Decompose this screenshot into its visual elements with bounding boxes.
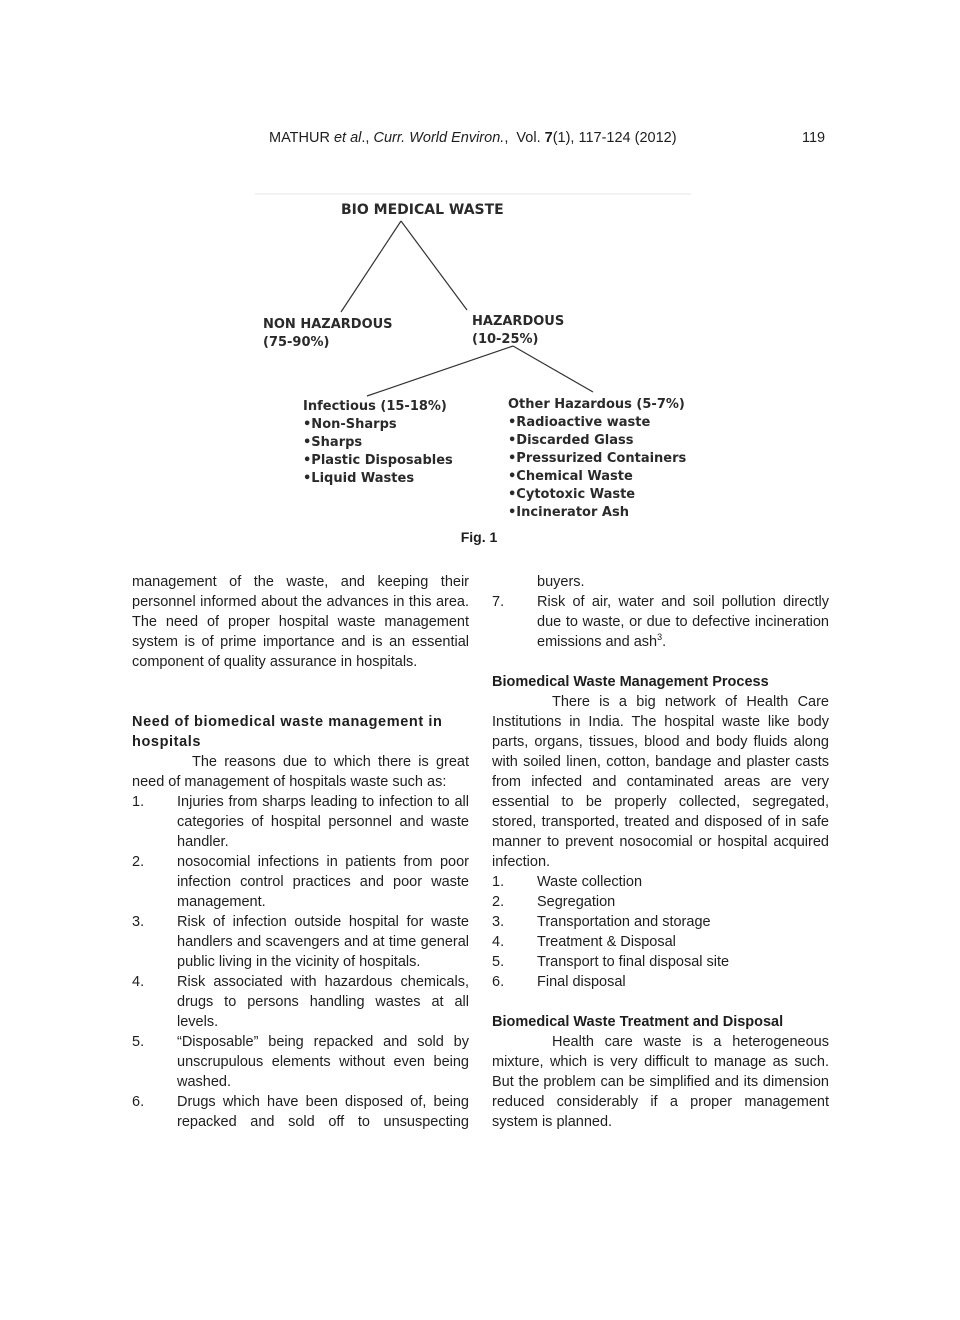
other-hazardous-item: •Discarded Glass — [508, 433, 634, 448]
infectious-item: •Sharps — [303, 435, 363, 450]
list-item — [492, 972, 829, 992]
list-item — [132, 912, 469, 972]
left-column — [132, 572, 469, 1132]
other-hazardous-item: •Cytotoxic Waste — [508, 487, 636, 502]
list-number: 1. — [492, 874, 505, 890]
list-item — [492, 932, 829, 952]
waste-classification-diagram — [255, 192, 695, 524]
node-other-hazardous-title: Other Hazardous (5-7%) — [508, 397, 685, 412]
list-number: 3. — [132, 914, 145, 930]
list-number: 6. — [492, 974, 505, 990]
infectious-item: •Liquid Wastes — [303, 471, 415, 486]
list-text: Drugs which have been disposed of, being repacked and sold off to unsuspecting — [177, 1094, 469, 1130]
list-text: nosocomial infections in patients from poor infection control practices and poor waste management. — [177, 854, 469, 910]
item7-end: . — [662, 634, 667, 650]
list-text: Risk of infection outside hospital for waste handlers and scavengers and at time general public living in the vicinity of hospitals. — [177, 914, 469, 970]
section-heading-need: Need of biomedical waste management in hospitals — [132, 714, 443, 750]
node-infectious-title: Infectious (15-18%) — [303, 399, 447, 414]
list-text: Final disposal — [537, 974, 626, 990]
right-column — [492, 572, 829, 1132]
connector-hazardous-other — [513, 346, 593, 392]
list-item — [132, 1092, 469, 1132]
need-paragraph: The reasons due to which there is great need of management of hospitals waste such as: — [132, 754, 469, 790]
spacer — [132, 672, 469, 712]
treatment-paragraph: Health care waste is a heterogeneous mixture, which is very difficult to manage as such. But the problem can be simplified and its dimension reduced considerably if a proper management system is planned. — [492, 1034, 829, 1130]
citation-superscript: 3 — [657, 632, 663, 643]
other-hazardous-item: •Radioactive waste — [508, 415, 651, 430]
list-item — [132, 1032, 469, 1092]
node-nonhazardous-percent: (75-90%) — [263, 335, 330, 350]
list-number: 5. — [492, 954, 505, 970]
reasons-list — [132, 792, 469, 1132]
list-text: Transportation and storage — [537, 914, 711, 930]
spacer — [492, 992, 829, 1012]
list-text — [537, 592, 829, 652]
section-heading-treatment: Biomedical Waste Treatment and Disposal — [492, 1014, 784, 1030]
item7-text: Risk of air, water and soil pollution directly due to waste, or due to defective incineration emissions and ash — [537, 594, 829, 650]
list-item — [132, 972, 469, 1032]
header-vol-prefix: Vol. — [516, 130, 541, 146]
connector-root-nonhazardous — [341, 221, 401, 312]
list-number: 4. — [132, 974, 145, 990]
list-number: 5. — [132, 1034, 145, 1050]
process-paragraph: There is a big network of Health Care Institutions in India. The hospital waste like body parts, organs, tissues, blood and body fluids along with soiled linen, cotton, bandage and plaster casts from infected and contaminated areas are very essential to be properly collected, segregated, stored, transported, treated and disposed of in safe manner to prevent nosocomial or hospital acquired infection. — [492, 694, 829, 870]
list-number: 7. — [492, 594, 505, 610]
list-text: Transport to final disposal site — [537, 954, 730, 970]
figure-1 — [255, 192, 695, 524]
header-etal: et al — [333, 130, 362, 146]
node-nonhazardous-title: NON HAZARDOUS — [263, 317, 393, 332]
reasons-list-continued — [492, 592, 829, 652]
header-authors: MATHUR — [269, 130, 330, 146]
connector-root-hazardous — [401, 221, 467, 310]
spacer — [492, 652, 829, 672]
list-text: Segregation — [537, 894, 616, 910]
intro-paragraph: management of the waste, and keeping their personnel informed about the advances in this area. The need of proper hospital waste management system is of prime importance and is an essential component of quality assurance in hospitals. — [132, 574, 469, 670]
list-item — [492, 892, 829, 912]
section-heading-process: Biomedical Waste Management Process — [492, 674, 769, 690]
connector-hazardous-infectious — [367, 346, 513, 396]
list-item — [492, 952, 829, 972]
list-number: 6. — [132, 1094, 145, 1110]
citation-line: MATHUR et al., Curr. World Environ., Vol. 7(1), 117-124 (2012) — [269, 130, 677, 146]
header-volume: 7 — [544, 130, 553, 146]
header-journal: Curr. World Environ. — [373, 130, 505, 146]
figure-caption: Fig. 1 — [460, 529, 498, 545]
list-item — [492, 872, 829, 892]
list-number: 2. — [492, 894, 505, 910]
list-item — [132, 852, 469, 912]
list-text: Injuries from sharps leading to infection to all categories of hospital personnel and waste handler. — [177, 794, 469, 850]
list-text: Treatment & Disposal — [537, 934, 676, 950]
process-steps-list — [492, 872, 829, 992]
list-text: Waste collection — [537, 874, 643, 890]
node-hazardous-title: HAZARDOUS — [472, 314, 565, 329]
list-text: “Disposable” being repacked and sold by unscrupulous elements without even being washed. — [177, 1034, 469, 1090]
list-number: 4. — [492, 934, 505, 950]
infectious-item: •Non-Sharps — [303, 417, 397, 432]
list-item — [492, 592, 829, 652]
list-text: Risk associated with hazardous chemicals, drugs to persons handling wastes at all levels. — [177, 974, 469, 1030]
page-number: 119 — [802, 130, 826, 146]
list-number: 3. — [492, 914, 505, 930]
list-number: 1. — [132, 794, 145, 810]
list-item — [492, 912, 829, 932]
node-root: BIO MEDICAL WASTE — [341, 202, 504, 218]
other-hazardous-item: •Pressurized Containers — [508, 451, 687, 466]
node-hazardous-percent: (10-25%) — [472, 332, 539, 347]
other-hazardous-item: •Incinerator Ash — [508, 505, 629, 520]
other-hazardous-item: •Chemical Waste — [508, 469, 633, 484]
list-continuation: buyers. — [537, 574, 585, 590]
infectious-item: •Plastic Disposables — [303, 453, 453, 468]
header-issue: (1), 117-124 (2012) — [552, 130, 677, 146]
list-item — [132, 792, 469, 852]
list-number: 2. — [132, 854, 145, 870]
